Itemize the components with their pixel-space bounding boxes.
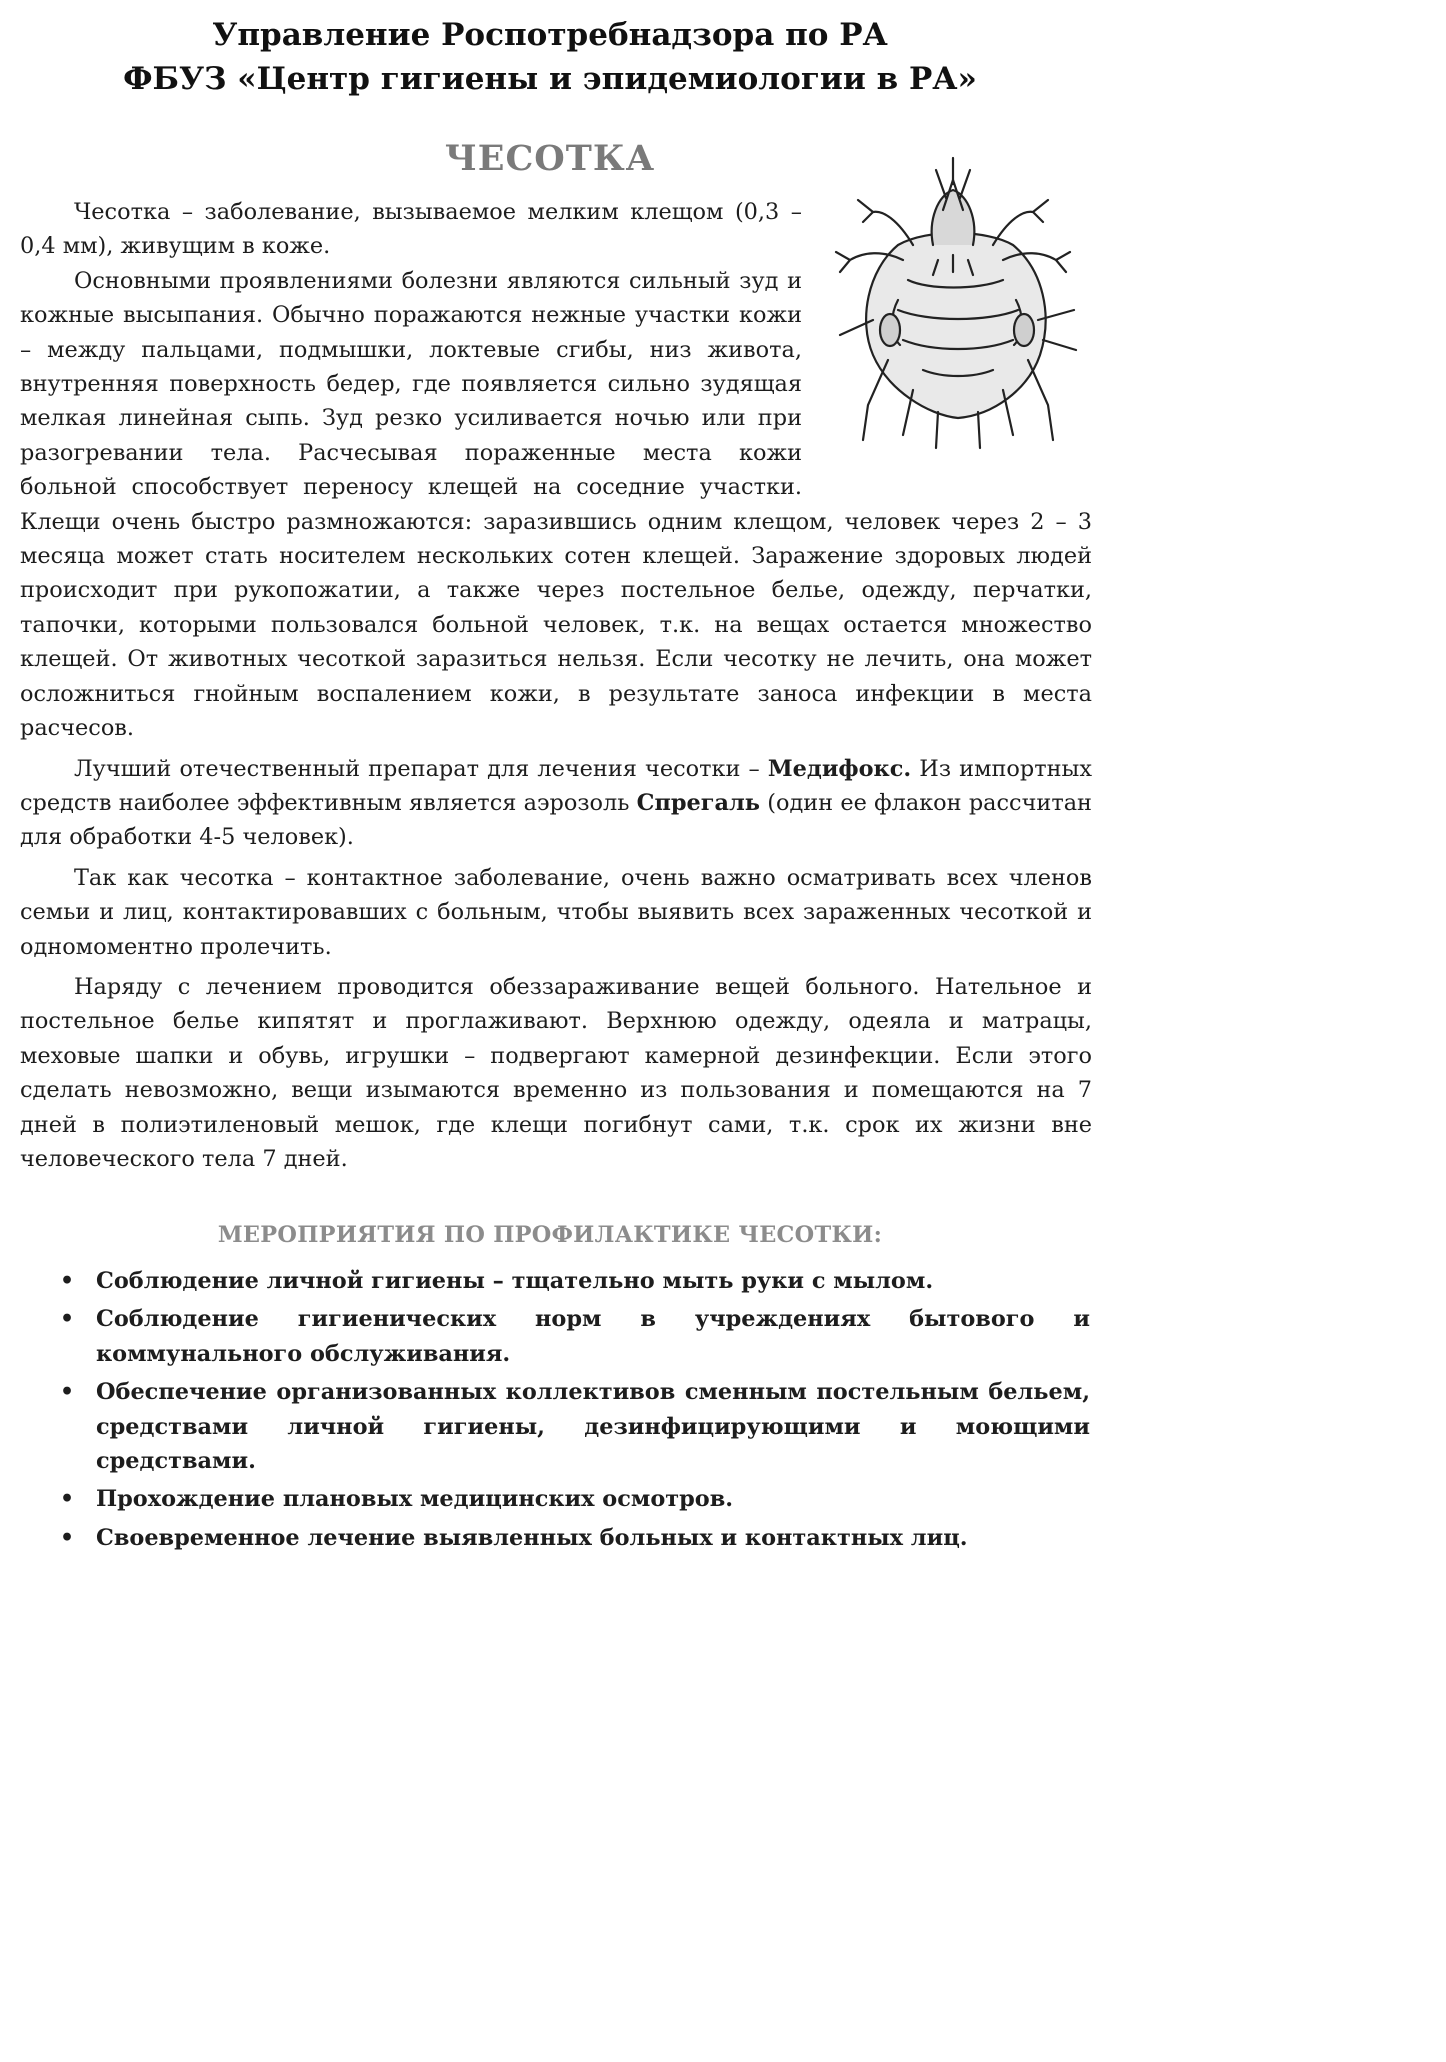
- list-item-text: Своевременное лечение выявленных больных и контактных лиц.: [96, 1524, 968, 1551]
- list-item-text: Соблюдение гигиенических норм в учреждениях бытового и коммунального обслуживания.: [96, 1306, 1090, 1367]
- page-title: ЧЕСОТКА: [444, 138, 656, 179]
- bullet-icon: •: [60, 1486, 75, 1513]
- list-item-text: Обеспечение организованных коллективов сменным постельным бельем, средствами личной гигиены, дезинфицирующими и моющими средствами.: [96, 1379, 1090, 1475]
- drug-spregal: Спрегаль: [636, 789, 760, 816]
- prevention-list: [56, 1264, 1090, 1559]
- list-item: [56, 1302, 1090, 1371]
- drug-medifox: Медифокс.: [767, 755, 912, 782]
- list-item: [56, 1521, 1090, 1555]
- paragraph-contacts: Так как чесотка – контактное заболевание, очень важно осматривать всех членов семьи и лиц, контактировавших с больным, чтобы выявить всех зараженных чесоткой и одномоментно пролечить.: [20, 864, 1092, 960]
- treatment-text: Лучший отечественный препарат для лечения чесотки –: [74, 755, 768, 782]
- treatment-text-2: Из импортных средств наиболее эффективным является аэрозоль: [20, 755, 1092, 816]
- main-text: [20, 195, 1092, 1176]
- header-center-name: ФБУЗ «Центр гигиены и эпидемиологии в РА»: [123, 61, 977, 97]
- list-item-text: Прохождение плановых медицинских осмотров.: [96, 1486, 734, 1513]
- bullet-icon: •: [60, 1268, 75, 1294]
- bullet-icon: •: [60, 1524, 75, 1551]
- paragraph-symptoms: Основными проявлениями болезни являются сильный зуд и кожные высыпания. Обычно поражаются нежные участки кожи – между пальцами, подмышки, локтевые сгибы, низ живота, внутренняя поверхность бедер, где появляется сильно зудящая мелкая линейная сыпь. Зуд резко усиливается ночью или при разогревании тела. Расчесывая пораженные места кожи больной способствует переносу клещей на соседние участки. Клещи очень быстро размножаются: заразившись одним клещом, человек через 2 – 3 месяца может стать носителем нескольких сотен клещей. Заражение здоровых людей происходит при рукопожатии, а также через постельное белье, одежду, перчатки, тапочки, которыми пользовался больной человек, т.к. на вещах остается множество клещей. От животных чесоткой заразиться нельзя. Если чесотку не лечить, она может осложниться гнойным воспалением кожи, в результате заноса инфекции в места расчесов.: [20, 267, 1092, 742]
- paragraph-definition: Чесотка – заболевание, вызываемое мелким клещом (0,3 – 0,4 мм), живущим в коже.: [20, 199, 802, 260]
- header-organization: Управление Роспотребнадзора по РА: [212, 17, 888, 53]
- bullet-icon: •: [60, 1379, 75, 1406]
- illustration-space: [802, 195, 1092, 495]
- treatment-text-3: (один ее флакон рассчитан для обработки 4-5 человек).: [20, 789, 1092, 851]
- prevention-heading: МЕРОПРИЯТИЯ ПО ПРОФИЛАКТИКЕ ЧЕСОТКИ:: [217, 1222, 883, 1248]
- paragraph-disinfection: Наряду с лечением проводится обеззараживание вещей больного. Нательное и постельное белье кипятят и проглаживают. Верхнюю одежду, одеяла и матрацы, меховые шапки и обувь, игрушки – подвергают камерной дезинфекции. Если этого сделать невозможно, вещи изымаются временно из пользования и помещаются на 7 дней в полиэтиленовый мешок, где клещи погибнут сами, т.к. срок их жизни вне человеческого тела 7 дней.: [20, 973, 1092, 1172]
- list-item: [56, 1375, 1090, 1478]
- paragraph-treatment: [20, 752, 1092, 855]
- list-item: [56, 1482, 1090, 1516]
- list-item-text: Соблюдение личной гигиены – тщательно мыть руки с мылом.: [96, 1268, 934, 1294]
- bullet-icon: •: [60, 1306, 75, 1333]
- list-item: [56, 1264, 1090, 1298]
